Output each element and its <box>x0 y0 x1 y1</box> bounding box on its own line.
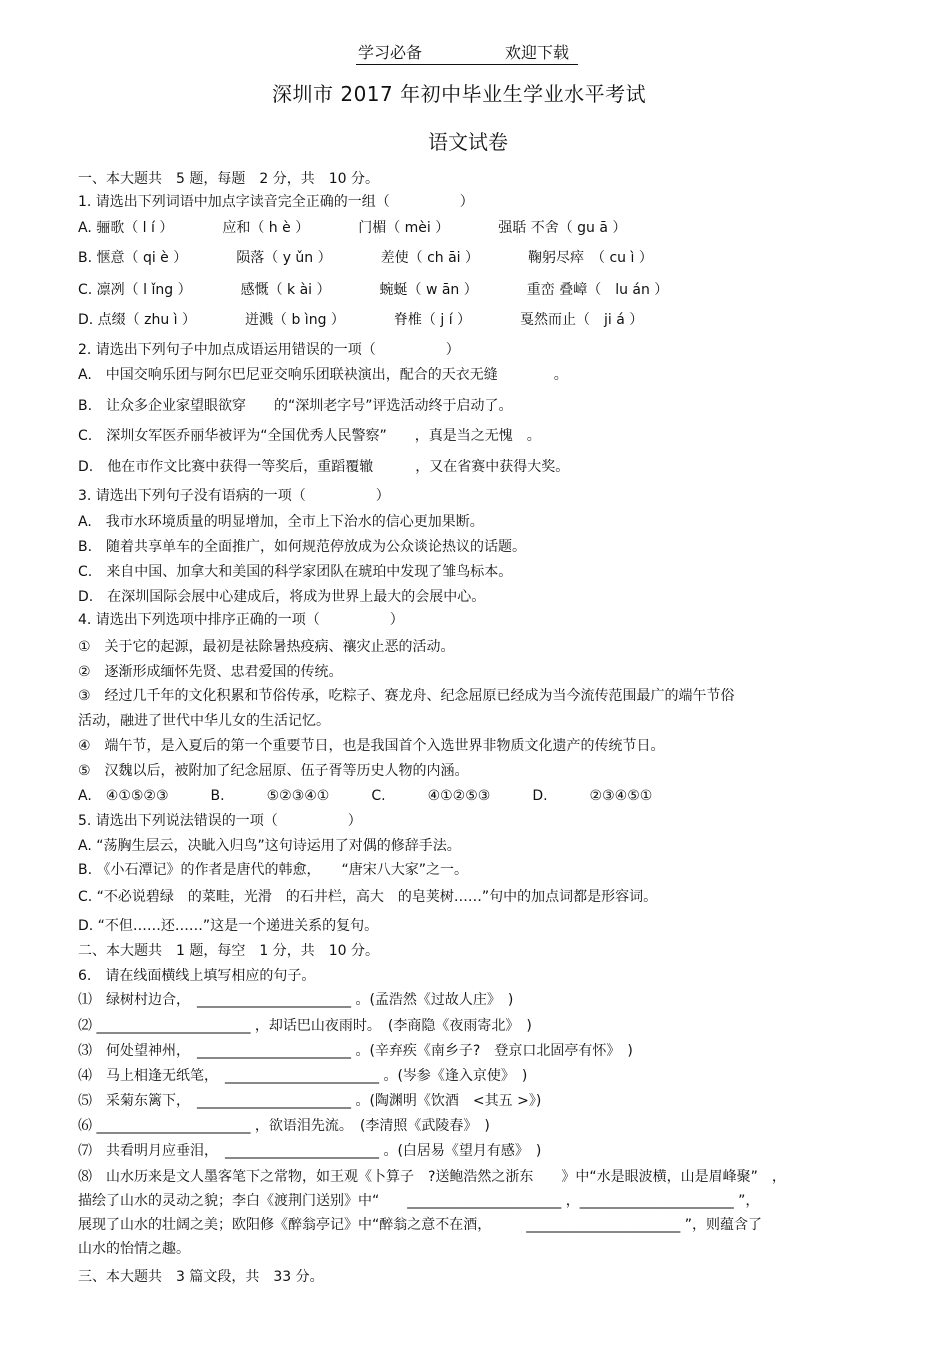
text-line: ⑶ 何处望神州， ______________________ 。(辛弃疾《南乡子? 登京口北固亭有怀》 ) <box>78 1043 633 1059</box>
text-line: C. 来自中国、加拿大和美国的科学家团队在琥珀中发现了雏鸟标本。 <box>78 564 513 580</box>
text-line: ① 关于它的起源，最初是祛除暑热疫病、禳灾止恶的活动。 <box>78 639 455 655</box>
text-line: 展现了山水的壮阔之美；欧阳修《醉翁亭记》中“醉翁之意不在酒， ______________________ ”，则蕴含了 <box>78 1217 762 1233</box>
text-line: ⑴ 绿树村边合， ______________________ 。(孟浩然《过故人庄》 ) <box>78 992 514 1008</box>
text-line: 2. 请选出下列句子中加点成语运用错误的一项（ ） <box>78 342 460 358</box>
text-line: 5. 请选出下列说法错误的一项（ ） <box>78 813 362 829</box>
text-line: D. 他在市作文比赛中获得一等奖后，重蹈覆辙 ，又在省赛中获得大奖。 <box>78 459 570 475</box>
text-line: ⑺ 共看明月应垂泪， ______________________ 。(白居易《望月有感》 ) <box>78 1143 542 1159</box>
text-line: D. 在深圳国际会展中心建成后，将成为世界上最大的会展中心。 <box>78 589 486 605</box>
text-line: 6. 请在线面横线上填写相应的句子。 <box>78 968 316 984</box>
text-line: ⑵ ______________________ ，却话巴山夜雨时。 (李商隐《夜雨寄北》 ) <box>78 1018 532 1034</box>
header-rule <box>356 64 578 65</box>
text-line: A. ④①⑤②③ B. ⑤②③④① C. ④①②⑤③ D. ②③④⑤① <box>78 788 653 804</box>
page-subtitle: 语文试卷 <box>428 130 508 154</box>
text-line: 山水的怡情之趣。 <box>78 1241 190 1257</box>
text-line: B. 让众多企业家望眼欲穿 的“深圳老字号”评选活动终于启动了。 <box>78 398 513 414</box>
text-line: B. 随着共享单车的全面推广，如何规范停放成为公众谈论热议的话题。 <box>78 539 527 555</box>
text-line: A. 我市水环境质量的明显增加，全市上下治水的信心更加果断。 <box>78 514 484 530</box>
text-line: C. 凛冽（ l ǐng ） 感慨（ k ài ） 蜿蜒（ w ān ） 重峦 叠嶂（ lu án ） <box>78 282 669 298</box>
text-line: ③ 经过几千年的文化积累和节俗传承，吃粽子、赛龙舟、纪念屈原已经成为当今流传范围最广的端午节俗 <box>78 688 735 704</box>
text-line: 活动，融进了世代中华儿女的生活记忆。 <box>78 713 330 729</box>
text-line: 1. 请选出下列词语中加点字读音完全正确的一组（ ） <box>78 194 474 210</box>
text-line: D. “不但……还……”这是一个递进关系的复句。 <box>78 918 379 934</box>
header-left: 学习必备 <box>358 43 423 62</box>
text-line: ⑸ 采菊东篱下， ______________________ 。(陶渊明《饮酒 <其五 >》) <box>78 1093 542 1109</box>
text-line: C. “不必说碧绿 的菜畦，光滑 的石井栏，高大 的皂荚树……”句中的加点词都是形容词。 <box>78 889 658 905</box>
text-line: 三、本大题共 3 篇文段，共 33 分。 <box>78 1269 324 1285</box>
text-line: ⑻ 山水历来是文人墨客笔下之常物，如王观《卜算子 ?送鲍浩然之浙东 》中“水是眼波横，山是眉峰聚” ， <box>78 1169 786 1185</box>
text-line: B. 《小石潭记》的作者是唐代的韩愈， “唐宋八大家”之一。 <box>78 862 469 878</box>
text-line: A. 中国交响乐团与阿尔巴尼亚交响乐团联袂演出，配合的天衣无缝 。 <box>78 367 568 383</box>
header-right: 欢迎下载 <box>505 43 570 62</box>
text-line: ⑹ ______________________ ，欲语泪先流。 (李清照《武陵春》 ) <box>78 1118 490 1134</box>
text-line: ⑷ 马上相逢无纸笔， ______________________ 。(岑参《逢入京使》 ) <box>78 1068 528 1084</box>
text-line: 3. 请选出下列句子没有语病的一项（ ） <box>78 488 390 504</box>
text-line: ⑤ 汉魏以后，被附加了纪念屈原、伍子胥等历史人物的内涵。 <box>78 763 469 779</box>
text-line: D. 点缀（ zhu ì ） 迸溅（ b ìng ） 脊椎（ j í ） 戛然而止（ ji á ） <box>78 312 644 328</box>
text-line: 一、本大题共 5 题，每题 2 分，共 10 分。 <box>78 171 379 187</box>
text-line: ④ 端午节，是入夏后的第一个重要节日，也是我国首个入选世界非物质文化遗产的传统节日。 <box>78 738 665 754</box>
text-line: ② 逐渐形成缅怀先贤、忠君爱国的传统。 <box>78 664 343 680</box>
page-title: 深圳市 2017 年初中毕业生学业水平考试 <box>272 82 647 106</box>
text-line: C. 深圳女军医乔丽华被评为“全国优秀人民警察” ，真是当之无愧 。 <box>78 428 541 444</box>
text-line: A. “荡胸生层云，决眦入归鸟”这句诗运用了对偶的修辞手法。 <box>78 838 461 854</box>
text-line: B. 惬意（ qi è ） 陨落（ y ǔn ） 差使（ ch āi ） 鞠躬尽瘁 （ cu ì ） <box>78 250 653 266</box>
text-line: 4. 请选出下列选项中排序正确的一项（ ） <box>78 612 404 628</box>
text-line: 描绘了山水的灵动之貌；李白《渡荆门送别》中“ ______________________ ，______________________ ”， <box>78 1193 760 1209</box>
text-line: A. 骊歌（ l í ） 应和（ h è ） 门楣（ mèi ） 强聒 不舍（ gu ā ） <box>78 220 627 236</box>
text-line: 二、本大题共 1 题，每空 1 分，共 10 分。 <box>78 943 379 959</box>
